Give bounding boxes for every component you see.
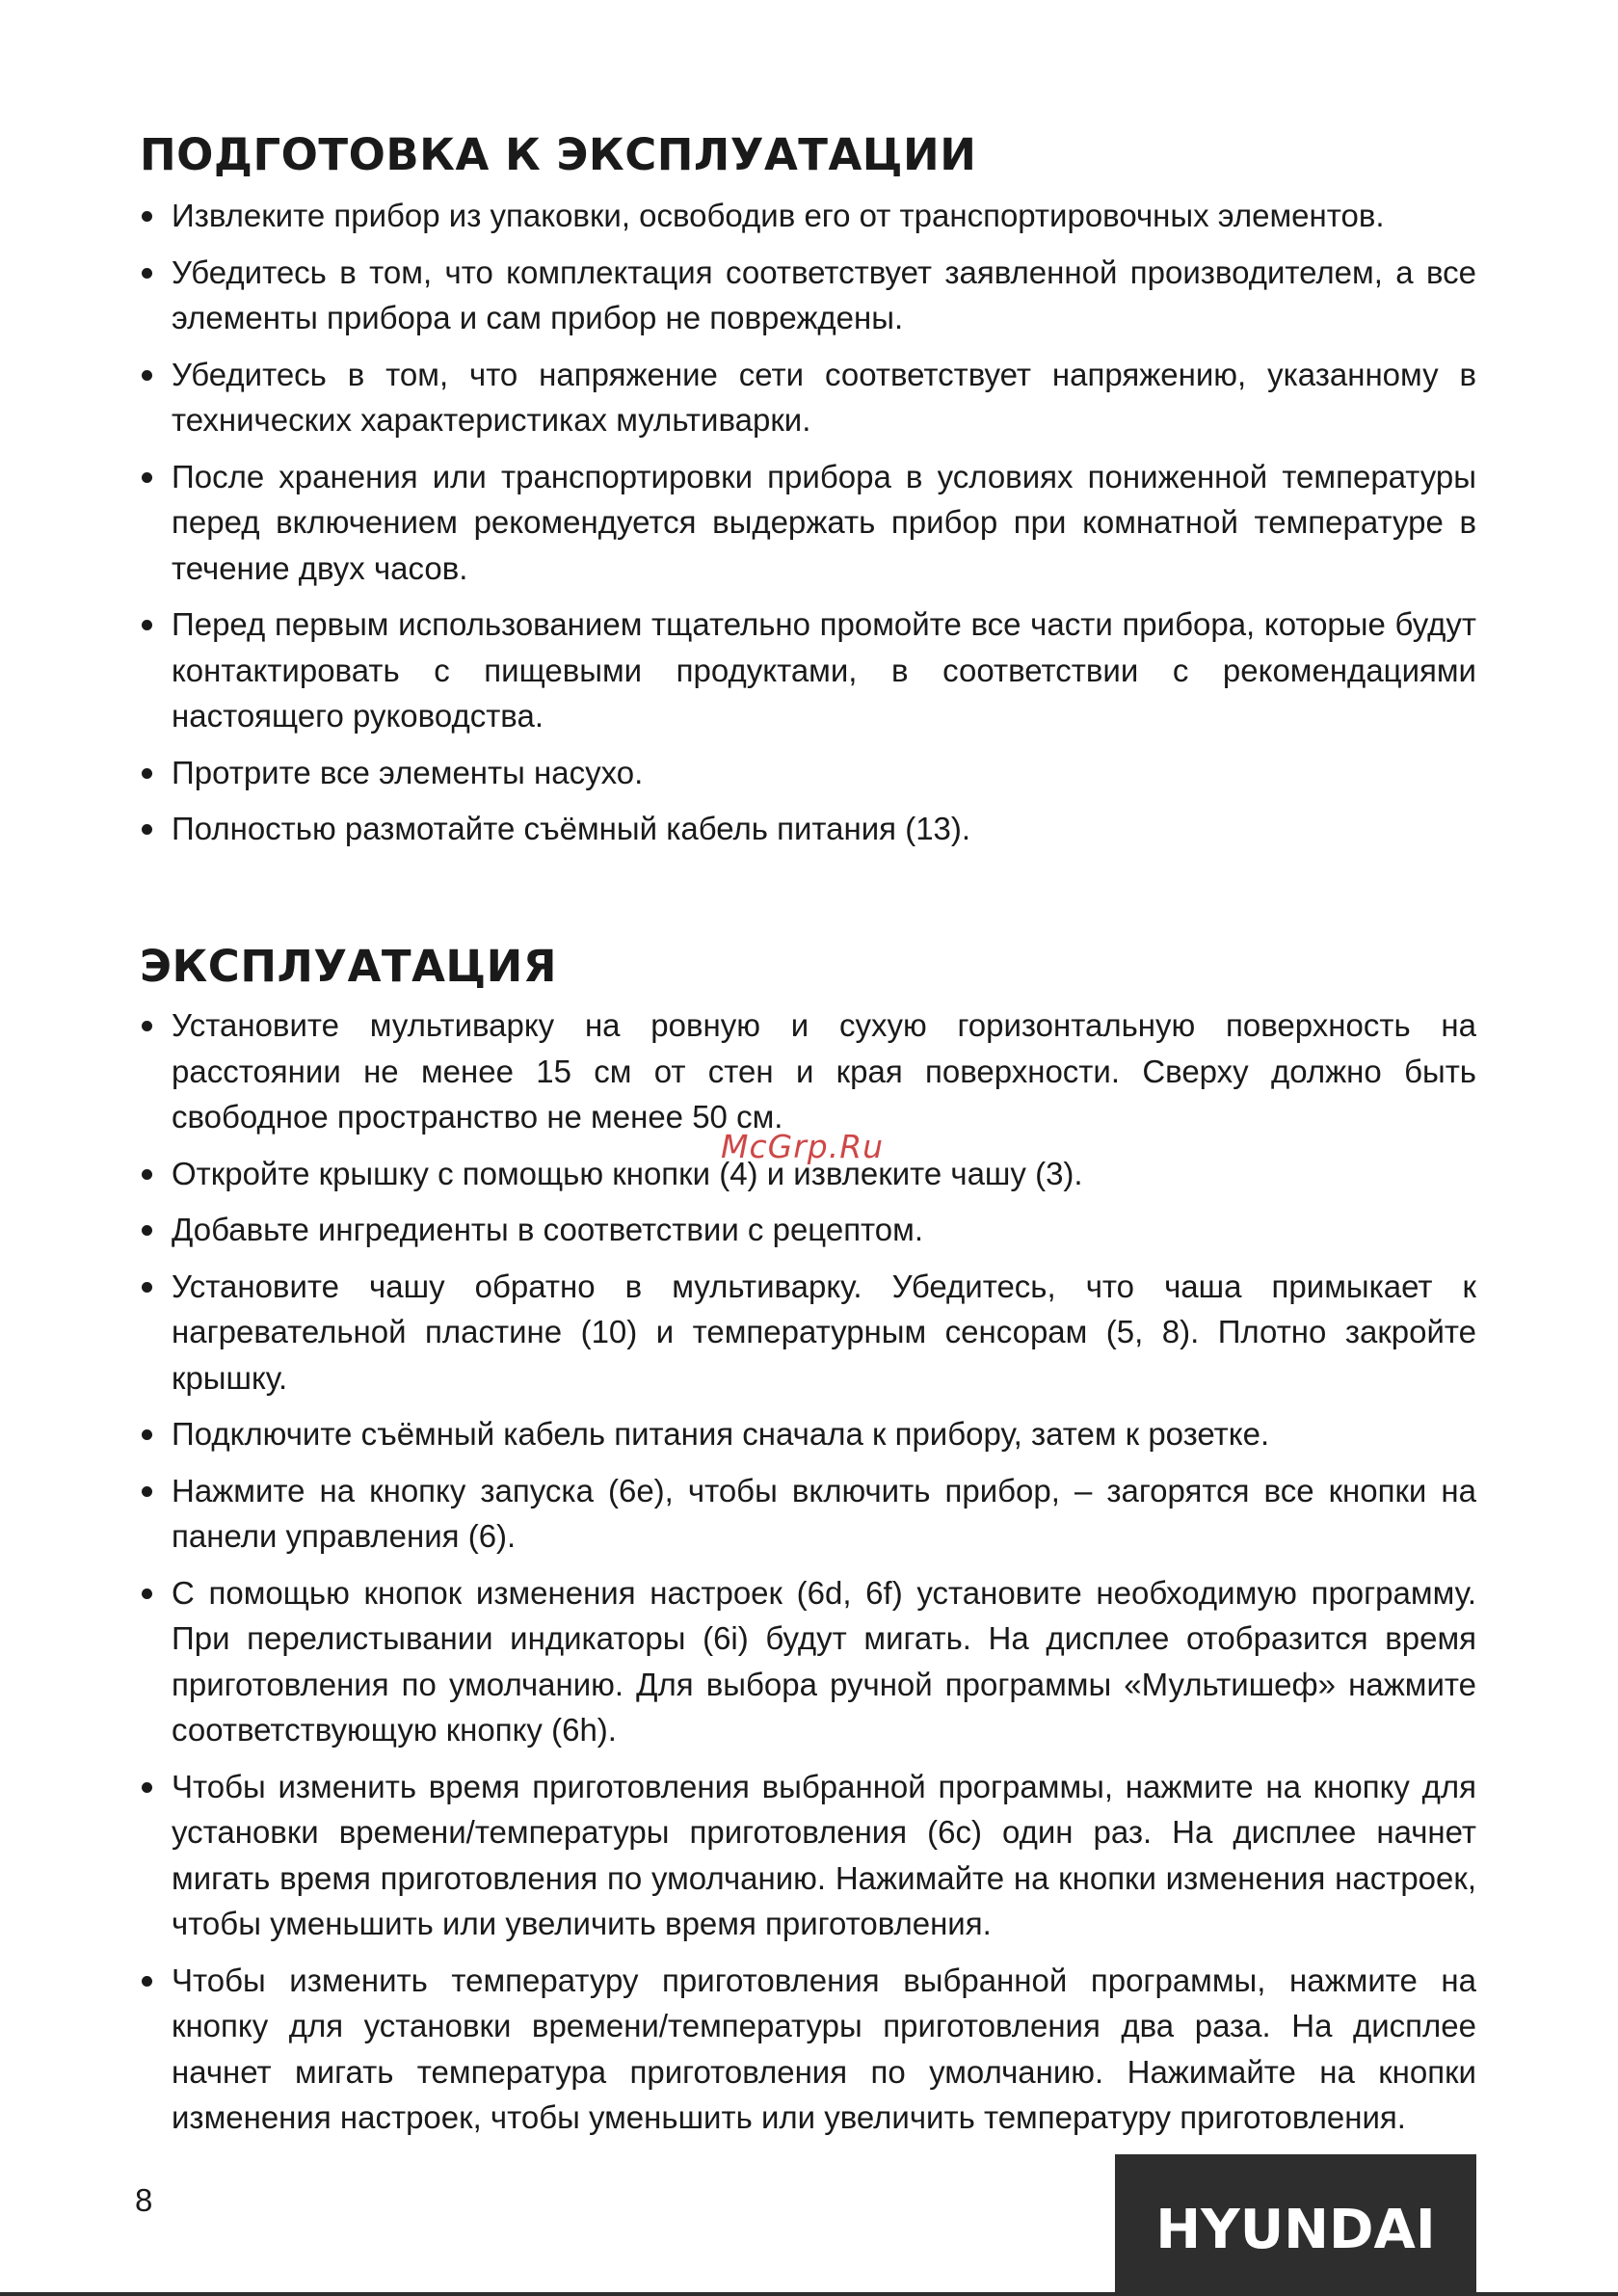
list-item: Извлеките прибор из упаковки, освободив его от транспортировочных элементов.: [140, 193, 1476, 239]
bottom-rule: [0, 2292, 1618, 2296]
list-item: Подключите съёмный кабель питания сначала к прибору, затем к розетке.: [140, 1411, 1476, 1457]
section-heading-preparation: ПОДГОТОВКА К ЭКСПЛУАТАЦИИ: [140, 129, 977, 180]
list-item: Чтобы изменить температуру приготовления выбранной программы, нажмите на кнопку для установки времени/температуры приготовления два раза. На дисплее начнет мигать температура приготовления по умолчанию. Нажимайте на кнопки изменения настроек, чтобы уменьшить или увеличить температуру приготовления.: [140, 1958, 1476, 2141]
list-item: Полностью размотайте съёмный кабель питания (13).: [140, 806, 1476, 852]
operation-list: [140, 1002, 1476, 2151]
list-item: Чтобы изменить время приготовления выбранной программы, нажмите на кнопку для установки времени/температуры приготовления (6c) один раз. На дисплее начнет мигать время приготовления по умолчанию. Нажимайте на кнопки изменения настроек, чтобы уменьшить или увеличить время приготовления.: [140, 1764, 1476, 1947]
list-item: Убедитесь в том, что напряжение сети соответствует напряжению, указанному в технических характеристиках мультиварки.: [140, 352, 1476, 443]
list-item: Протрите все элементы насухо.: [140, 750, 1476, 796]
brand-logo: HYUNDAI: [1155, 2199, 1436, 2261]
watermark: McGrp.Ru: [721, 1128, 885, 1165]
list-item: Установите мультиварку на ровную и сухую горизонтальную поверхность на расстоянии не менее 15 см от стен и края поверхности. Сверху должно быть свободное пространство не менее 50 см.: [140, 1002, 1476, 1140]
list-item: Убедитесь в том, что комплектация соответствует заявленной производителем, а все элементы прибора и сам прибор не повреждены.: [140, 250, 1476, 341]
preparation-list: [140, 193, 1476, 863]
list-item: Добавьте ингредиенты в соответствии с рецептом.: [140, 1207, 1476, 1253]
list-item: Установите чашу обратно в мультиварку. Убедитесь, что чаша примыкает к нагревательной пластине (10) и температурным сенсорам (5, 8). Плотно закройте крышку.: [140, 1264, 1476, 1402]
brand-logo-box: [1115, 2154, 1476, 2296]
page-number: 8: [135, 2182, 153, 2218]
list-item: Откройте крышку с помощью кнопки (4) и извлеките чашу (3).: [140, 1151, 1476, 1197]
list-item: Нажмите на кнопку запуска (6e), чтобы включить прибор, – загорятся все кнопки на панели управления (6).: [140, 1468, 1476, 1560]
list-item: С помощью кнопок изменения настроек (6d, 6f) установите необходимую программу. При перелистывании индикаторы (6i) будут мигать. На дисплее отобразится время приготовления по умолчанию. Для выбора ручной программы «Мультишеф» нажмите соответствующую кнопку (6h).: [140, 1570, 1476, 1753]
list-item: Перед первым использованием тщательно промойте все части прибора, которые будут контактировать с пищевыми продуктами, в соответствии с рекомендациями настоящего руководства.: [140, 601, 1476, 739]
section-heading-operation: ЭКСПЛУАТАЦИЯ: [140, 941, 557, 992]
list-item: После хранения или транспортировки прибора в условиях пониженной температуры перед включением рекомендуется выдержать прибор при комнатной температуре в течение двух часов.: [140, 454, 1476, 592]
